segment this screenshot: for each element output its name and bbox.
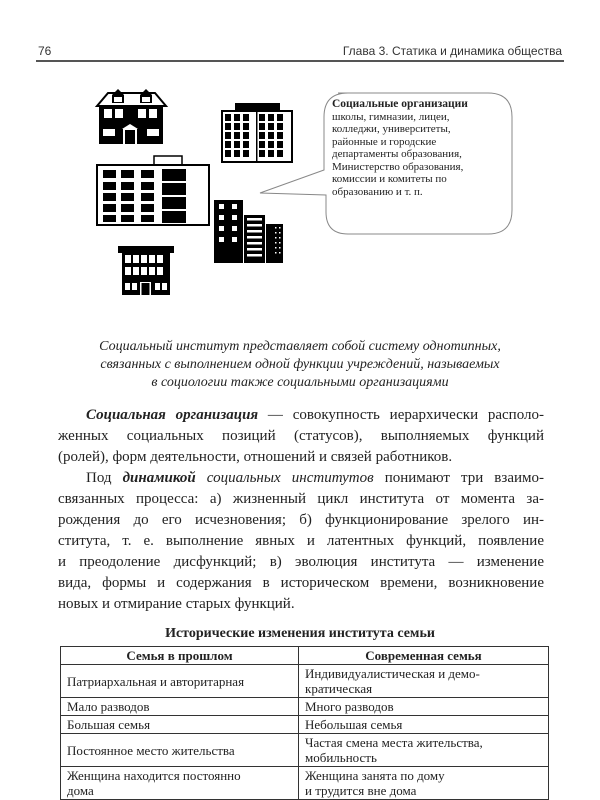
paragraph-social-organization: [58, 405, 544, 468]
cell-modern: Небольшая семья: [299, 716, 549, 734]
paragraph-line: и преодоление дисфункций; в) эволюция института — изменение: [58, 554, 544, 570]
figure-caption: [40, 338, 560, 392]
paragraph-line: [58, 468, 544, 489]
cell-past: Женщина находится постоянно дома: [61, 767, 299, 800]
paragraph-text: Под: [86, 470, 123, 486]
family-changes-table: [60, 646, 549, 800]
running-header: [36, 44, 564, 62]
page-number: 76: [38, 44, 52, 58]
cell-modern: Индивидуалистическая и демо- кратическая: [299, 665, 549, 698]
bubble-line: районные и городские: [332, 135, 437, 148]
paragraph-dynamics: [58, 468, 544, 615]
paragraph-line: ститута, т. е. выполнение явных и латентных функций, появление: [58, 533, 544, 549]
term-dynamics: динамикой: [122, 470, 196, 486]
cell-past: Патриархальная и авторитарная: [61, 665, 299, 698]
term-social-organization: Социальная организация: [86, 407, 259, 423]
chapter-title: Глава 3. Статика и динамика общества: [342, 44, 562, 58]
bubble-line: образованию и т. п.: [332, 185, 423, 198]
bubble-line: Министерство образования,: [332, 160, 464, 173]
cell-modern: Женщина занята по дому и трудится вне дома: [299, 767, 549, 800]
cell-past: Мало разводов: [61, 698, 299, 716]
table-row: [61, 716, 549, 734]
body-flow: [40, 338, 560, 800]
city-buildings-icon: [214, 200, 283, 263]
table-body: [61, 665, 549, 800]
caption-line: в социологии также социальными организациями: [151, 375, 449, 390]
paragraph-line: женных социальных позиций (статусов), выполняемых функций: [58, 428, 544, 444]
paragraph-line: вида, формы и содержания в историческом времени, возникновение: [58, 575, 544, 591]
cell-modern: Много разводов: [299, 698, 549, 716]
bubble-title: Социальные организации: [332, 98, 468, 110]
table-row: [61, 665, 549, 698]
paragraph-text: — совокупность иерархически располо-: [258, 407, 544, 423]
speech-bubble-text: [332, 98, 508, 198]
bubble-line: колледжи, университеты,: [332, 123, 451, 135]
paragraph-line: новых и отмирание старых функций.: [58, 596, 295, 612]
wide-building-icon: [97, 156, 209, 225]
bubble-line: комиссии и комитеты по: [332, 173, 447, 185]
caption-line: Социальный институт представляет собой систему однотипных,: [99, 339, 501, 354]
table-title: Исторические изменения института семьи: [165, 626, 435, 641]
cell-past: Постоянное место жительства: [61, 734, 299, 767]
table-header-row: [61, 647, 549, 665]
term-social-institutions: социальных институтов: [195, 470, 374, 486]
illustration: [0, 80, 600, 320]
caption-line: связанных с выполнением одной функции учреждений, называемых: [100, 357, 500, 372]
table-row: [61, 734, 549, 767]
bubble-line: департаменты образования,: [332, 148, 462, 160]
office-building-icon: [221, 103, 293, 163]
cell-modern: Частая смена места жительства, мобильность: [299, 734, 549, 767]
small-building-icon: [118, 246, 174, 295]
table-row: [61, 698, 549, 716]
paragraph-line: связанных процесса: а) жизненный цикл института от момента за-: [58, 491, 544, 507]
paragraph-line: рождения до его исчезновения; б) функционирование зрелого ин-: [58, 512, 544, 528]
table-row: [61, 767, 549, 800]
bubble-line: школы, гимназии, лицеи,: [332, 110, 450, 123]
column-header-modern: Современная семья: [299, 647, 549, 665]
column-header-past: Семья в прошлом: [61, 647, 299, 665]
paragraph-line: [58, 405, 544, 426]
house-icon: [97, 89, 166, 144]
paragraph-text: понимают три взаимо-: [373, 470, 544, 486]
paragraph-line: (ролей), форм деятельности, отношений и связей работников.: [58, 449, 453, 465]
cell-past: Большая семья: [61, 716, 299, 734]
